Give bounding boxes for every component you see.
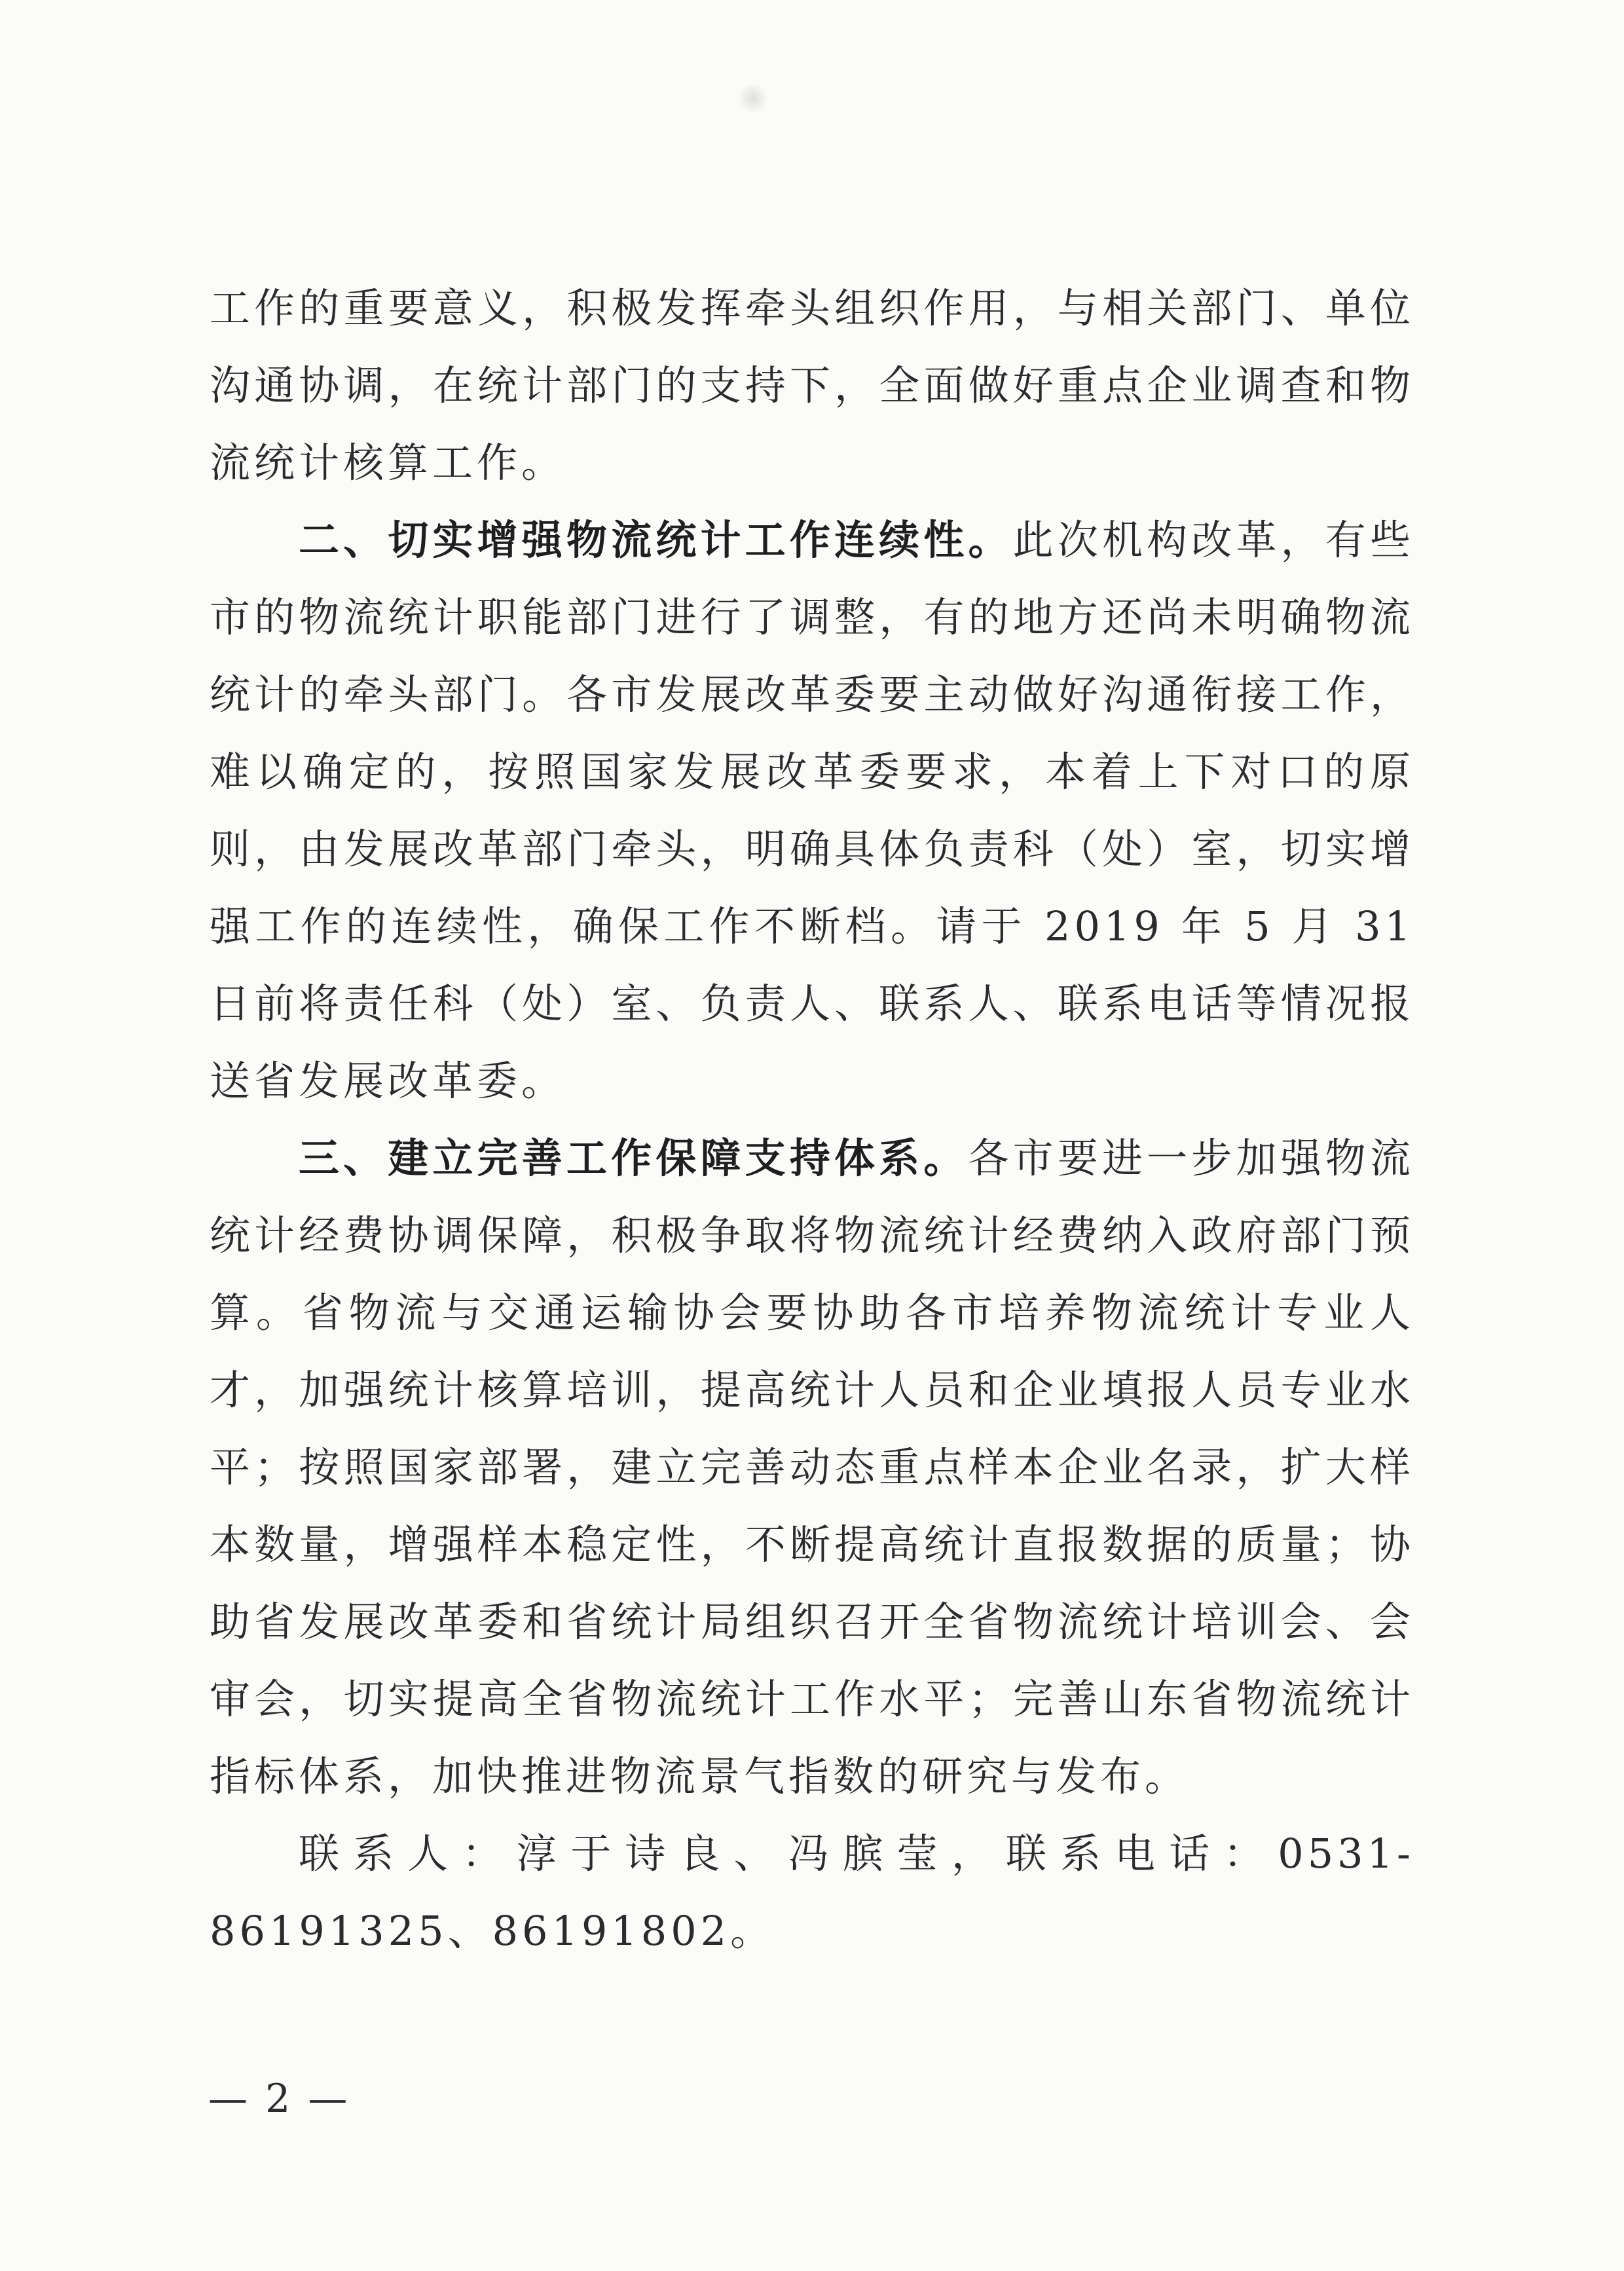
paragraph-section-two <box>210 502 1414 1120</box>
section-three-body: 各市要进一步加强物流统计经费协调保障，积极争取将物流统计经费纳入政府部门预算。省物流与交通运输协会要协助各市培养物流统计专业人才，加强统计核算培训，提高统计人员和企业填报人员专业水平；按照国家部署，建立完善动态重点样本企业名录，扩大样本数量，增强样本稳定性，不断提高统计直报数据的质量；协助省发展改革委和省统计局组织召开全省物流统计培训会、会审会，切实提高全省物流统计工作水平；完善山东省物流统计指标体系，加快推进物流景气指数的研究与发布。 <box>210 1134 1414 1800</box>
section-two-body: 此次机构改革，有些市的物流统计职能部门进行了调整，有的地方还尚未明确物流统计的牵头部门。各市发展改革委要主动做好沟通衔接工作，难以确定的，按照国家发展改革委要求，本着上下对口的原则，由发展改革部门牵头，明确具体负责科（处）室，切实增强工作的连续性，确保工作不断档。请于 2019 年 5 月 31 日前将责任科（处）室、负责人、联系人、联系电话等情况报送省发展改革委。 <box>210 516 1414 1105</box>
paragraph-section-three <box>210 1120 1414 1815</box>
contact-info: 联系人：淳于诗良、冯膑莹，联系电话：0531-86191325、86191802。 <box>210 1830 1414 1955</box>
section-two-heading: 二、切实增强物流统计工作连续性。 <box>299 516 1013 564</box>
paragraph-continuation: 工作的重要意义，积极发挥牵头组织作用，与相关部门、单位沟通协调，在统计部门的支持下，全面做好重点企业调查和物流统计核算工作。 <box>210 284 1414 487</box>
section-three-heading: 三、建立完善工作保障支持体系。 <box>299 1134 969 1182</box>
page-number: — 2 — <box>208 2076 350 2122</box>
scan-speck <box>739 84 767 113</box>
document-body <box>210 270 1414 1970</box>
